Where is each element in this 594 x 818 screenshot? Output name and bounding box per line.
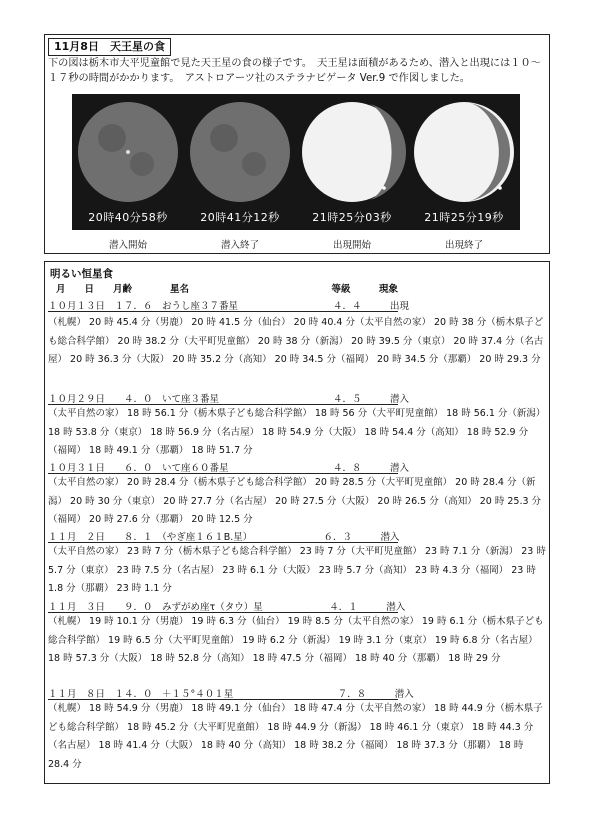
event-times: （太平自然の家） 20 時 28.4 分（栃木県子ども総合科学館） 20 時 28.5 分（大平町児童館） 20 時 28.4 分（新潟） 20 時 30 分（東京） 20 時 27.7 分（名古屋） 20 時 27.5 分（大阪） 20 時 26.5 分（高知） 20 時 25.3 分（福岡） 20 時 27.6 分（那覇） 20 時 12.5 分 [48, 477, 542, 526]
intro-text: 下の図は栃木市大平児童館で見た天王星の食の様子です。 天王星は面積があるため、潜入と出現には１０〜１７秒の時間がかかります。 アストロアーツ社のステラナビゲータ Ver.9 で作図しました。 [48, 58, 541, 84]
event-times: （札幌） 19 時 10.1 分（男鹿） 19 時 6.3 分（仙台） 19 時 8.5 分（太平自然の家） 19 時 6.1 分（栃木県子ども総合科学館） 19 時 6.5 分（大平町児童館） 19 時 6.2 分（新潟） 19 時 3.1 分（東京） 19 時 6.8 分（名古屋） 18 時 57.3 分（大阪） 18 時 52.8 分（高知） 18 時 47.5 分（福岡） 18 時 40 分（那覇） 18 時 29 分 [48, 616, 544, 665]
moon-image-strip [72, 94, 520, 230]
event-header [48, 391, 409, 405]
event-header [48, 686, 414, 700]
event-header-text: １０月３１日 ６．０ いて座６０番星 ４．８ 潜入 [48, 463, 410, 474]
event-header [48, 460, 409, 474]
section-title-uranus: 11月8日 天王星の食 [48, 38, 171, 56]
event-header-text: １１月 ２日 ８．１ （やぎ座１６１B.星） ６．３ 潜入 [48, 532, 400, 543]
moon-frame [72, 94, 184, 230]
moon-phase-label: 潜入終了 [220, 240, 259, 251]
event-header-text: １１月 ８日 １４．０ ＋１５°４０１星 ７．８ 潜入 [48, 689, 414, 700]
moon-time: 20時41分12秒 [200, 211, 280, 224]
moon-phase-label: 潜入開始 [108, 240, 147, 251]
moon-frame [408, 94, 520, 230]
event-times: （札幌） 20 時 45.4 分（男鹿） 20 時 41.5 分（仙台） 20 時 40.4 分（太平自然の家） 20 時 38 分（栃木県子ども総合科学館） 20 時 38.2 分（大平町児童館） 20 時 38 分（新潟） 20 時 39.5 分（東京） 20 時 37.4 分（名古屋） 20 時 36.3 分（大阪） 20 時 35.2 分（高知） 20 時 34.5 分（福岡） 20 時 34.5 分（那覇） 20 時 29.3 分 [48, 317, 544, 366]
moon-time: 20時40分58秒 [88, 211, 168, 224]
moon-phase-label: 出現終了 [444, 240, 483, 251]
event-header-text: １１月 ３日 ９．０ みずがめ座τ（タウ）星 ４．１ 潜入 [48, 602, 406, 613]
event-times: （太平自然の家） 18 時 56.1 分（栃木県子ども総合科学館） 18 時 56 分（大平町児童館） 18 時 56.1 分（新潟） 18 時 53.8 分（東京） 18 時 56.9 分（名古屋） 18 時 54.9 分（大阪） 18 時 54.4 分（高知） 18 時 52.9 分（福岡） 18 時 49.1 分（那覇） 18 時 51.7 分 [48, 408, 546, 457]
moon-frame [296, 94, 408, 230]
moon-frame [184, 94, 296, 230]
event-header [48, 599, 405, 613]
moon-time: 21時25分03秒 [312, 211, 392, 224]
event-times: （太平自然の家） 23 時 7 分（栃木県子ども総合科学館） 23 時 7 分（大平町児童館） 23 時 7.1 分（新潟） 23 時 5.7 分（東京） 23 時 7.5 分（名古屋） 23 時 6.1 分（大阪） 23 時 5.7 分（高知） 23 時 4.3 分（福岡） 23 時 1.8 分（那覇） 23 時 1.1 分 [48, 546, 546, 595]
section-title-occultations: 明るい恒星食 [50, 268, 113, 280]
moon-phase-label: 出現開始 [332, 240, 371, 251]
event-header [48, 298, 409, 312]
event-header-text: １０月２９日 ４．０ いて座３番星 ４．５ 潜入 [48, 394, 410, 405]
event-header-text: １０月１３日 １７．６ おうし座３７番星 ４．４ 出現 [48, 301, 410, 312]
event-header [48, 529, 400, 543]
column-headers: 月 日 月齢 星名 等級 現象 [56, 284, 399, 295]
moon-time: 21時25分19秒 [424, 211, 504, 224]
event-times: （札幌） 18 時 54.9 分（男鹿） 18 時 49.1 分（仙台） 18 時 47.4 分（太平自然の家） 18 時 44.9 分（栃木県子ども総合科学館） 18 時 45.2 分（大平町児童館） 18 時 44.9 分（新潟） 18 時 46.1 分（東京） 18 時 44.3 分（名古屋） 18 時 41.4 分（大阪） 18 時 40 分（高知） 18 時 38.2 分（福岡） 18 時 37.3 分（那覇） 18 時 28.4 分 [48, 703, 543, 770]
